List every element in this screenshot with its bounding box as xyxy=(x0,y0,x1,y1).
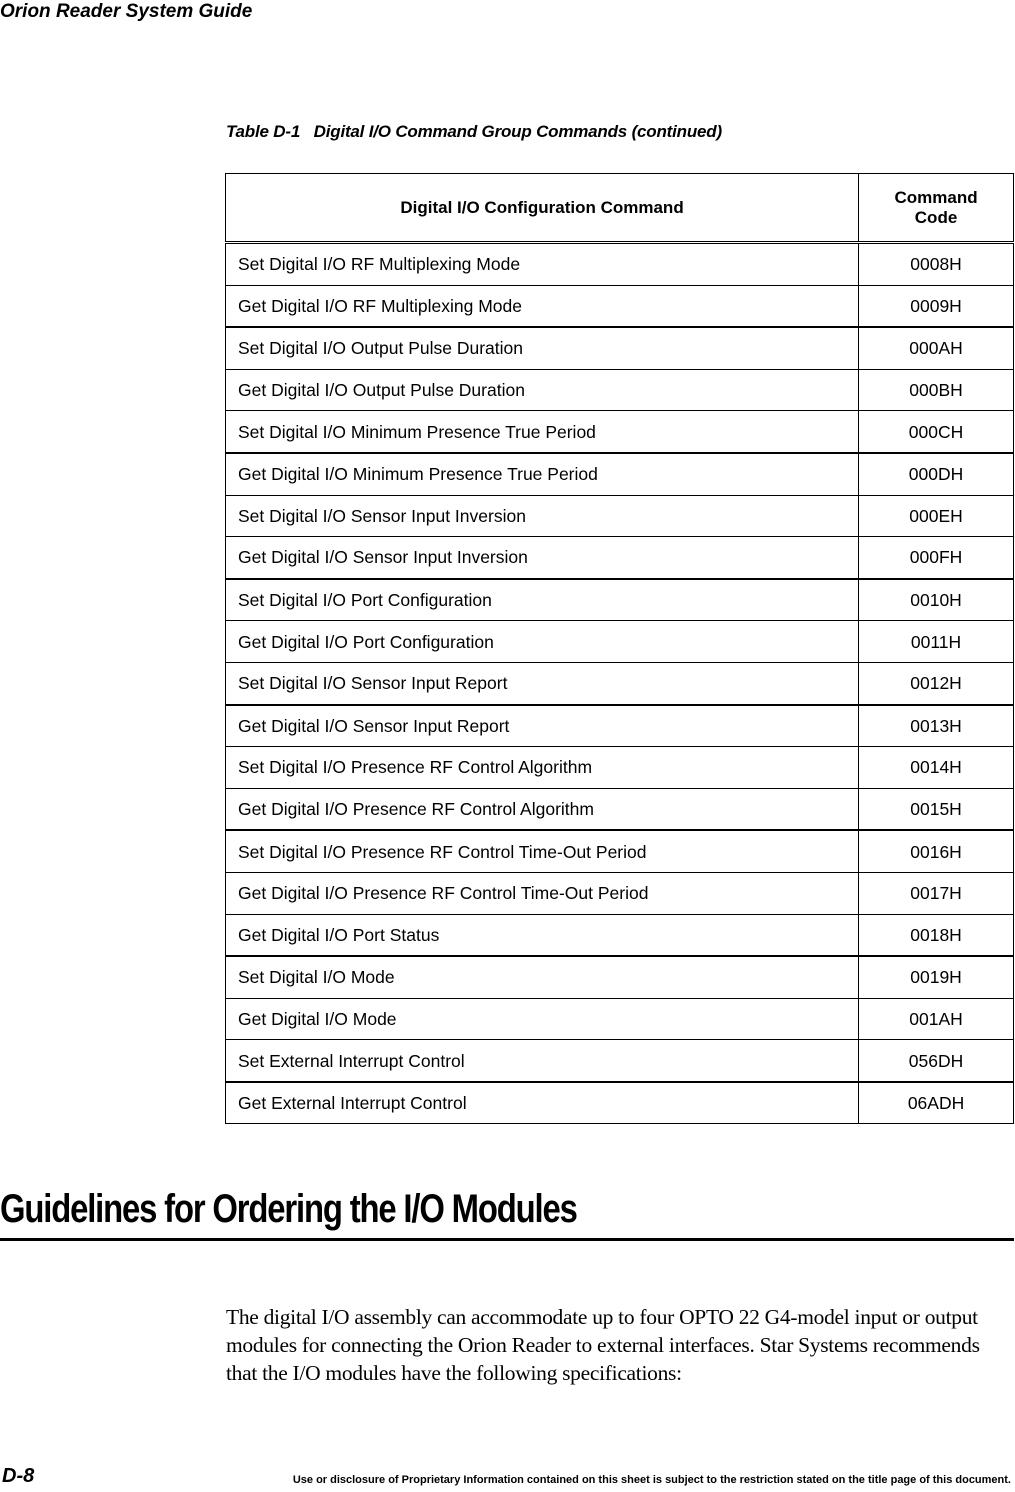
section-divider xyxy=(0,1238,1014,1241)
command-code: 0012H xyxy=(859,662,1014,704)
table-row xyxy=(226,998,1014,1040)
table-row xyxy=(226,1082,1014,1124)
command-name: Get External Interrupt Control xyxy=(226,1082,859,1124)
proprietary-notice: Use or disclosure of Proprietary Information contained on this sheet is subject to the restriction stated on the title page of this document. xyxy=(292,1474,1011,1486)
command-code: 0009H xyxy=(859,285,1014,327)
running-header: Orion Reader System Guide xyxy=(0,1,253,22)
command-name: Set Digital I/O Output Pulse Duration xyxy=(226,327,859,369)
table-row xyxy=(226,495,1014,537)
table-row xyxy=(226,747,1014,789)
command-code: 056DH xyxy=(859,1040,1014,1082)
command-code: 000AH xyxy=(859,327,1014,369)
table-header-row xyxy=(226,174,1014,243)
command-code: 000CH xyxy=(859,411,1014,453)
command-code: 0015H xyxy=(859,788,1014,830)
table-row xyxy=(226,662,1014,704)
command-code: 0019H xyxy=(859,956,1014,998)
page-number: D-8 xyxy=(2,1465,35,1487)
table-row xyxy=(226,285,1014,327)
command-code: 0018H xyxy=(859,914,1014,956)
command-code: 06ADH xyxy=(859,1082,1014,1124)
command-name: Get Digital I/O Presence RF Control Algorithm xyxy=(226,788,859,830)
table-row xyxy=(226,537,1014,579)
table-row xyxy=(226,788,1014,830)
command-name: Get Digital I/O Sensor Input Report xyxy=(226,705,859,747)
command-name: Set External Interrupt Control xyxy=(226,1040,859,1082)
column-header-command: Digital I/O Configuration Command xyxy=(226,174,859,243)
command-name: Get Digital I/O Port Status xyxy=(226,914,859,956)
table-caption: Table D-1 Digital I/O Command Group Commands (continued) xyxy=(226,122,722,141)
table-row xyxy=(226,369,1014,411)
table-row xyxy=(226,453,1014,495)
table-row xyxy=(226,411,1014,453)
command-name: Get Digital I/O Sensor Input Inversion xyxy=(226,537,859,579)
command-name: Set Digital I/O RF Multiplexing Mode xyxy=(226,243,859,286)
table-row xyxy=(226,830,1014,872)
command-code: 0011H xyxy=(859,621,1014,663)
column-header-code xyxy=(859,174,1014,243)
command-name: Set Digital I/O Sensor Input Report xyxy=(226,662,859,704)
command-code: 0016H xyxy=(859,830,1014,872)
command-code: 0013H xyxy=(859,705,1014,747)
table-row xyxy=(226,327,1014,369)
section-heading: Guidelines for Ordering the I/O Modules xyxy=(0,1187,577,1231)
command-name: Set Digital I/O Sensor Input Inversion xyxy=(226,495,859,537)
table-row xyxy=(226,1040,1014,1082)
command-name: Get Digital I/O Presence RF Control Time-Out Period xyxy=(226,872,859,914)
table-row xyxy=(226,243,1014,286)
command-code: 000FH xyxy=(859,537,1014,579)
table-row xyxy=(226,956,1014,998)
command-code: 0014H xyxy=(859,747,1014,789)
command-name: Set Digital I/O Presence RF Control Algorithm xyxy=(226,747,859,789)
command-name: Get Digital I/O Minimum Presence True Period xyxy=(226,453,859,495)
command-code: 0008H xyxy=(859,243,1014,286)
command-name: Get Digital I/O RF Multiplexing Mode xyxy=(226,285,859,327)
table-row xyxy=(226,705,1014,747)
command-code: 001AH xyxy=(859,998,1014,1040)
table-row xyxy=(226,914,1014,956)
command-code: 000EH xyxy=(859,495,1014,537)
command-table xyxy=(225,173,1014,1124)
column-header-code-label: Command Code xyxy=(894,187,978,227)
command-name: Set Digital I/O Mode xyxy=(226,956,859,998)
command-name: Set Digital I/O Minimum Presence True Period xyxy=(226,411,859,453)
command-code: 000BH xyxy=(859,369,1014,411)
command-code: 0017H xyxy=(859,872,1014,914)
table-row xyxy=(226,621,1014,663)
command-name: Get Digital I/O Output Pulse Duration xyxy=(226,369,859,411)
command-code: 0010H xyxy=(859,579,1014,621)
command-name: Set Digital I/O Port Configuration xyxy=(226,579,859,621)
command-name: Set Digital I/O Presence RF Control Time-Out Period xyxy=(226,830,859,872)
table-row xyxy=(226,872,1014,914)
command-name: Get Digital I/O Mode xyxy=(226,998,859,1040)
command-code: 000DH xyxy=(859,453,1014,495)
table-row xyxy=(226,579,1014,621)
command-name: Get Digital I/O Port Configuration xyxy=(226,621,859,663)
body-paragraph: The digital I/O assembly can accommodate up to four OPTO 22 G4-model input or output modules for connecting the Orion Reader to external interfaces. Star Systems recommends that the I/O modules have the following specifications: xyxy=(226,1304,980,1385)
